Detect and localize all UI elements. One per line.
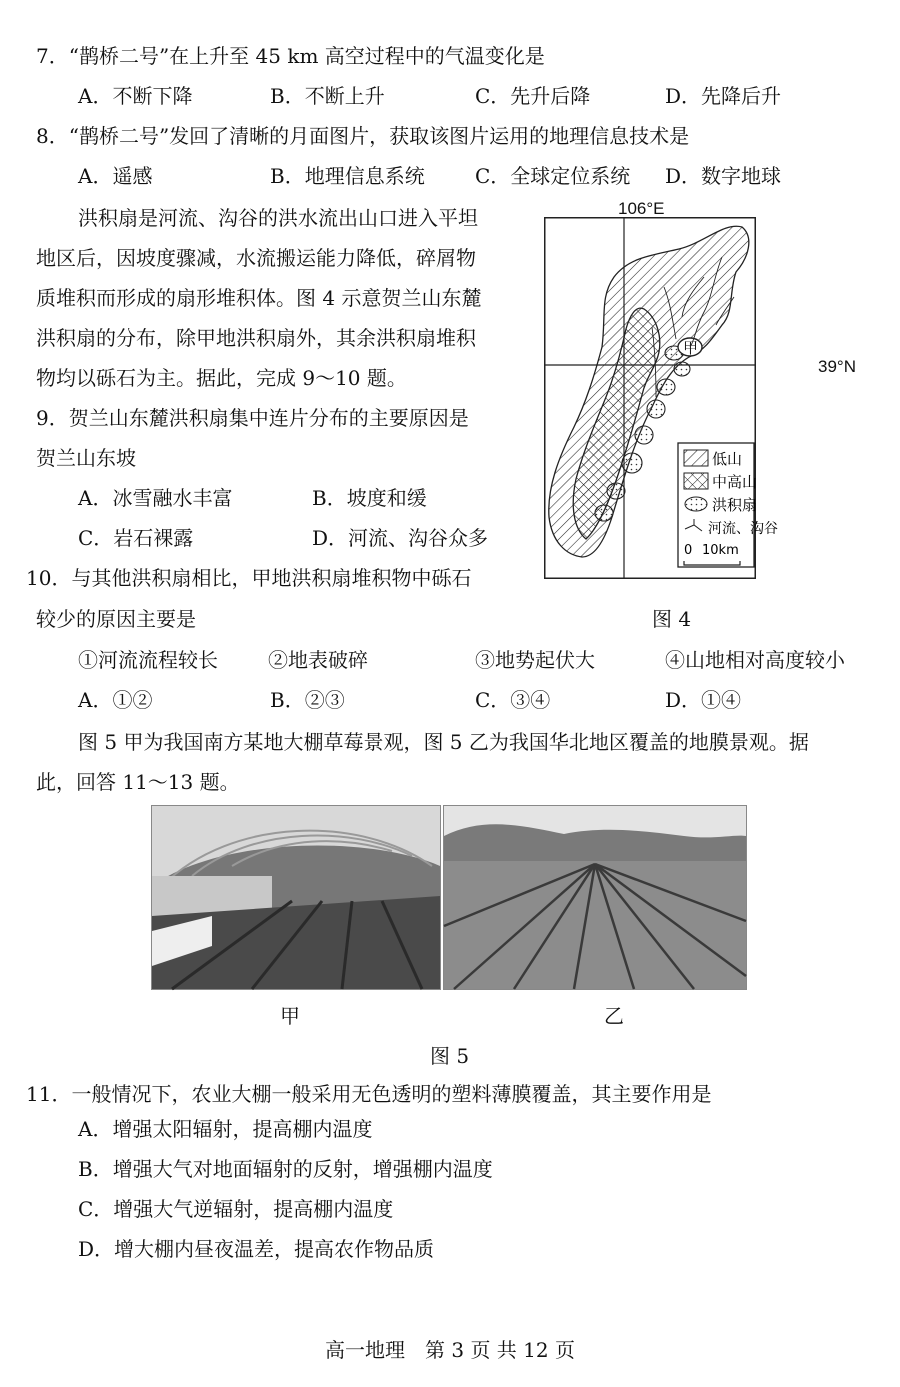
figure4-longitude-label: 106°E [618, 199, 665, 218]
q9-option-d: D．河流、沟谷众多 [312, 526, 489, 550]
q10-item-2: ②地表破碎 [268, 648, 368, 672]
q10-item-1: ①河流流程较长 [78, 648, 218, 672]
figure5-label-a: 甲 [280, 1004, 300, 1028]
legend-river: 河流、沟谷 [708, 521, 778, 537]
jia-label: 甲 [683, 339, 699, 357]
q10-item-3: ③地势起伏大 [475, 648, 595, 672]
legend-mid-high-mountain: 中高山 [712, 473, 758, 491]
q10-item-4: ④山地相对高度较小 [665, 648, 845, 672]
q11-option-c: C．增强大气逆辐射，提高棚内温度 [78, 1197, 394, 1221]
q9-option-c: C．岩石裸露 [78, 526, 194, 550]
q10-stem-line-2: 较少的原因主要是 [36, 607, 196, 631]
legend-alluvial-fan-swatch [685, 497, 707, 511]
q11-option-b: B．增强大气对地面辐射的反射，增强棚内温度 [78, 1157, 493, 1181]
figure4-caption: 图 4 [652, 607, 692, 631]
legend-low-mountain: 低山 [712, 450, 743, 468]
legend-low-mountain-swatch [684, 450, 708, 466]
passage1-line-1: 洪积扇是河流、沟谷的洪水流出山口进入平坦 [78, 206, 478, 230]
passage1-line-5: 物均以砾石为主。据此，完成 9～10 题。 [36, 366, 407, 390]
legend-mid-high-mountain-swatch [684, 473, 708, 489]
q10-option-a: A．①② [78, 688, 153, 712]
q11-stem: 11．一般情况下，农业大棚一般采用无色透明的塑料薄膜覆盖，其主要作用是 [26, 1082, 712, 1106]
q10-stem-line-1: 10．与其他洪积扇相比，甲地洪积扇堆积物中砾石 [26, 566, 472, 590]
passage1-line-2: 地区后，因坡度骤减，水流搬运能力降低，碎屑物 [36, 246, 476, 270]
q7-option-c: C．先升后降 [475, 84, 591, 108]
q7-option-b: B．不断上升 [270, 84, 385, 108]
figure5-label-b: 乙 [604, 1004, 624, 1028]
legend-alluvial-fan: 洪积扇 [712, 496, 758, 514]
passage1-line-4: 洪积扇的分布，除甲地洪积扇外，其余洪积扇堆积 [36, 326, 476, 350]
q8-option-a: A．遥感 [78, 164, 153, 188]
q8-stem: 8．“鹊桥二号”发回了清晰的月面图片，获取该图片运用的地理信息技术是 [36, 124, 690, 148]
scale-zero: 0 [684, 543, 693, 558]
figure4-latitude-label: 39°N [818, 357, 856, 376]
figure5-caption: 图 5 [430, 1044, 470, 1068]
legend [678, 443, 778, 567]
q7-option-d: D．先降后升 [665, 84, 782, 108]
q11-option-a: A．增强太阳辐射，提高棚内温度 [78, 1117, 373, 1141]
q9-stem-line-2: 贺兰山东坡 [36, 446, 136, 470]
q10-option-d: D．①④ [665, 688, 742, 712]
q10-option-b: B．②③ [270, 688, 345, 712]
figure5-photo-greenhouse [151, 805, 441, 990]
q7-stem: 7．“鹊桥二号”在上升至 45 km 高空过程中的气温变化是 [36, 44, 545, 68]
q8-option-c: C．全球定位系统 [475, 164, 631, 188]
q7-option-a: A．不断下降 [78, 84, 193, 108]
q8-option-b: B．地理信息系统 [270, 164, 425, 188]
passage2-line-2: 此，回答 11～13 题。 [36, 770, 240, 794]
q8-option-d: D．数字地球 [665, 164, 782, 188]
q9-stem-line-1: 9．贺兰山东麓洪积扇集中连片分布的主要原因是 [36, 406, 469, 430]
figure5-photo-mulch-film [443, 805, 747, 990]
q9-option-b: B．坡度和缓 [312, 486, 427, 510]
figure4-map [544, 217, 778, 579]
q10-option-c: C．③④ [475, 688, 551, 712]
q11-option-d: D．增大棚内昼夜温差，提高农作物品质 [78, 1237, 435, 1261]
q9-option-a: A．冰雪融水丰富 [78, 486, 233, 510]
page-footer: 高一地理 第 3 页 共 12 页 [325, 1338, 575, 1362]
scale-label: 10km [702, 543, 739, 558]
passage2-line-1: 图 5 甲为我国南方某地大棚草莓景观，图 5 乙为我国华北地区覆盖的地膜景观。据 [78, 730, 809, 754]
passage1-line-3: 质堆积而形成的扇形堆积体。图 4 示意贺兰山东麓 [36, 286, 482, 310]
